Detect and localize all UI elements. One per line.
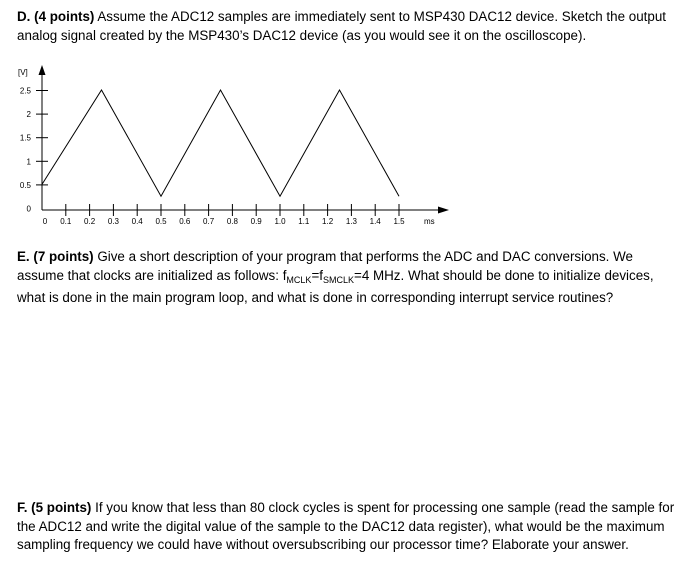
x-tick-label: 0.4 [131, 217, 143, 226]
x-tick-label: 1.5 [393, 217, 405, 226]
question-e-text-1: Give a short description of your program that performs the ADC and DAC conversions. We assume that clocks are initialized as follows: f [17, 249, 633, 283]
waveform-series [42, 90, 399, 196]
question-e-text-3: =4 MHz. What should be done to initialize devices, what is done in the main program loop, and what is done in corresponding interrupt service routines? [17, 267, 654, 305]
x-tick-label: 0.2 [84, 217, 96, 226]
question-d-label: D. (4 points) [17, 9, 95, 24]
x-axis-arrow [438, 207, 449, 214]
x-tick-label: 1.0 [274, 217, 286, 226]
question-f-text: If you know that less than 80 clock cycles is spent for processing one sample (read the sample for the ADC12 and write the digital value of the sample to the DAC12 data register), what would be the maximum sampling frequency we could have without oversubscribing our processor time? Elaborate your answer. [17, 500, 675, 552]
x-tick-label: 1.2 [322, 217, 334, 226]
question-e [17, 248, 682, 308]
waveform-plot [0, 58, 695, 238]
question-d-text: Assume the ADC12 samples are immediately sent to MSP430 DAC12 device. Sketch the output analog signal created by the MSP430’s DAC12 device (as you would see it on the oscilloscope). [17, 9, 666, 43]
x-tick-label: 0.9 [250, 217, 262, 226]
y-tick-label: 1.5 [19, 133, 31, 143]
x-tick-label: 0 [42, 217, 48, 226]
question-f [17, 499, 682, 555]
x-axis-label: ms [424, 217, 435, 226]
x-tick-label: 1.4 [369, 217, 381, 226]
question-e-sub-mclk: MCLK [286, 274, 312, 285]
x-tick-label: 0.7 [203, 217, 215, 226]
y-axis-label: [V] [18, 68, 28, 77]
y-tick-label: 0.5 [19, 180, 31, 190]
x-tick-label: 0.6 [179, 217, 191, 226]
question-f-label: F. (5 points) [17, 500, 92, 515]
y-tick-label: 2 [26, 110, 31, 120]
y-axis-arrow [39, 65, 46, 75]
question-d [17, 8, 682, 45]
x-tick-label: 1.1 [298, 217, 310, 226]
x-tick-label: 0.1 [60, 217, 72, 226]
x-tick-label: 0.5 [155, 217, 167, 226]
x-tick-label: 0.8 [226, 217, 238, 226]
question-e-label: E. (7 points) [17, 249, 94, 264]
x-tick-label: 0.3 [107, 217, 119, 226]
y-tick-label: 1 [26, 157, 31, 167]
y-tick-label: 0 [26, 204, 31, 214]
question-e-text-2: =f [311, 267, 323, 283]
x-tick-label: 1.3 [345, 217, 357, 226]
y-tick-label: 2.5 [19, 86, 31, 96]
question-e-sub-smclk: SMCLK [322, 274, 354, 285]
